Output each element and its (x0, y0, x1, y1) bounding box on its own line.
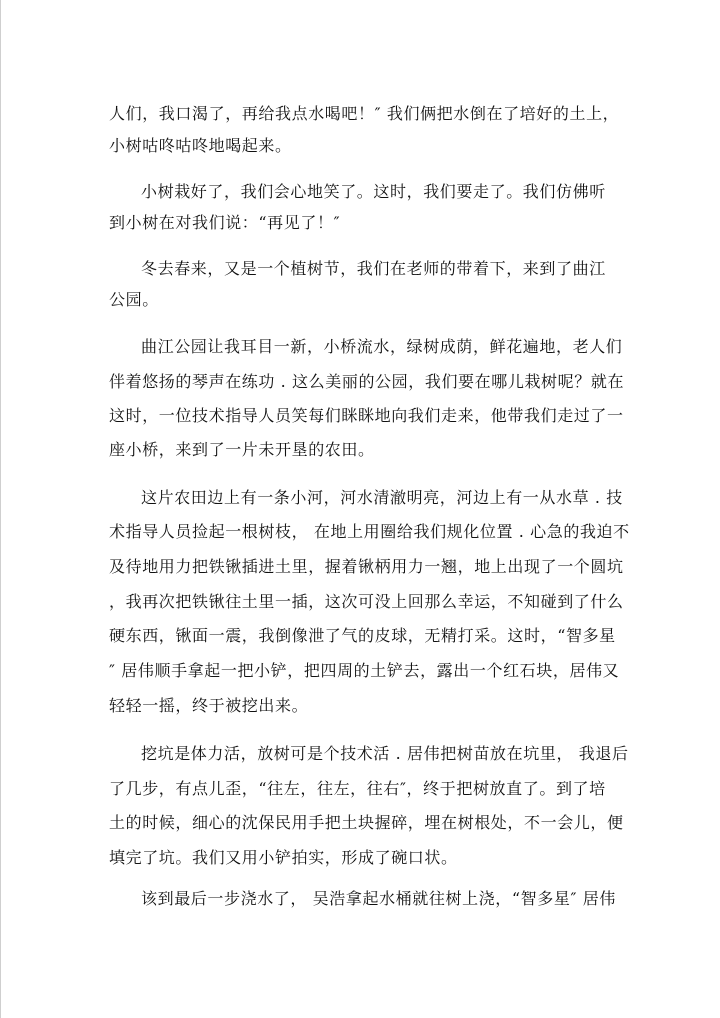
paragraph-6-line-2: 了几步，有点儿歪，“往左，往左，往右″，终于把树放直了。到了培 (109, 779, 606, 798)
paragraph-5-line-4: ，我再次把铁锹往土里一插，这次可没上回那么幸运，不知碰到了什么 (109, 592, 624, 611)
paragraph-5-line-2: 术指导人员捡起一根树枝， 在地上用圈给我们规化位置 . 心急的我迫不 (109, 522, 630, 541)
paragraph-6-line-3: 土的时候，细心的沈保民用手把土块握碎，埋在树根处，不一会儿，便 (109, 813, 624, 832)
paragraph-6-line-1: 挖坑是体力活，放树可是个技术活 . 居伟把树苗放在坑里， 我退后 (141, 744, 629, 763)
paragraph-1-line-2: 小树咕咚咕咚地喝起来。 (109, 136, 292, 155)
paragraph-5-line-6: ″ 居伟顺手拿起一把小铲，把四周的土铲去，露出一个红石块，居伟又 (109, 661, 620, 680)
paragraph-4-line-2: 伴着悠扬的琴声在练功 . 这么美丽的公园，我们要在哪儿栽树呢？就在 (109, 372, 625, 391)
paragraph-2-line-2: 到小树在对我们说：“再见了！″ (109, 213, 341, 232)
paragraph-5-line-5: 硬东西，锹面一震，我倒像泄了气的皮球，无精打采。这时，“智多星 (109, 626, 616, 645)
paragraph-5-line-7: 轻轻一摇，终于被挖出来。 (109, 696, 309, 715)
paragraph-4-line-1: 曲江公园让我耳目一新，小桥流水，绿树成荫，鲜花遍地，老人们 (141, 337, 623, 356)
paragraph-7-line-1: 该到最后一步浇水了， 吴浩拿起水桶就往树上浇，“智多星″ 居伟 (141, 889, 616, 908)
paragraph-5-line-3: 及待地用力把铁锹插进土里，握着锹柄用力一翘，地上出现了一个圆坑 (109, 557, 624, 576)
paragraph-4-line-4: 座小桥，来到了一片未开垦的农田。 (109, 440, 375, 459)
paragraph-1-line-1: 人们，我口渴了，再给我点水喝吧！″ 我们俩把水倒在了培好的土上， (109, 104, 620, 123)
paragraph-3-line-2: 公园。 (109, 290, 159, 309)
paragraph-4-line-3: 这时，一位技术指导人员笑每们眯眯地向我们走来，他带我们走过了一 (109, 406, 624, 425)
paragraph-6-line-4: 填完了坑。我们又用小铲拍实，形成了碗口状。 (109, 848, 458, 867)
paragraph-2-line-1: 小树栽好了，我们会心地笑了。这时，我们要走了。我们仿佛听 (141, 182, 606, 201)
paragraph-3-line-1: 冬去春来，又是一个植树节，我们在老师的带着下，来到了曲江 (141, 259, 606, 278)
paragraph-5-line-1: 这片农田边上有一条小河，河水清澈明亮，河边上有一从水草 . 技 (141, 488, 623, 507)
